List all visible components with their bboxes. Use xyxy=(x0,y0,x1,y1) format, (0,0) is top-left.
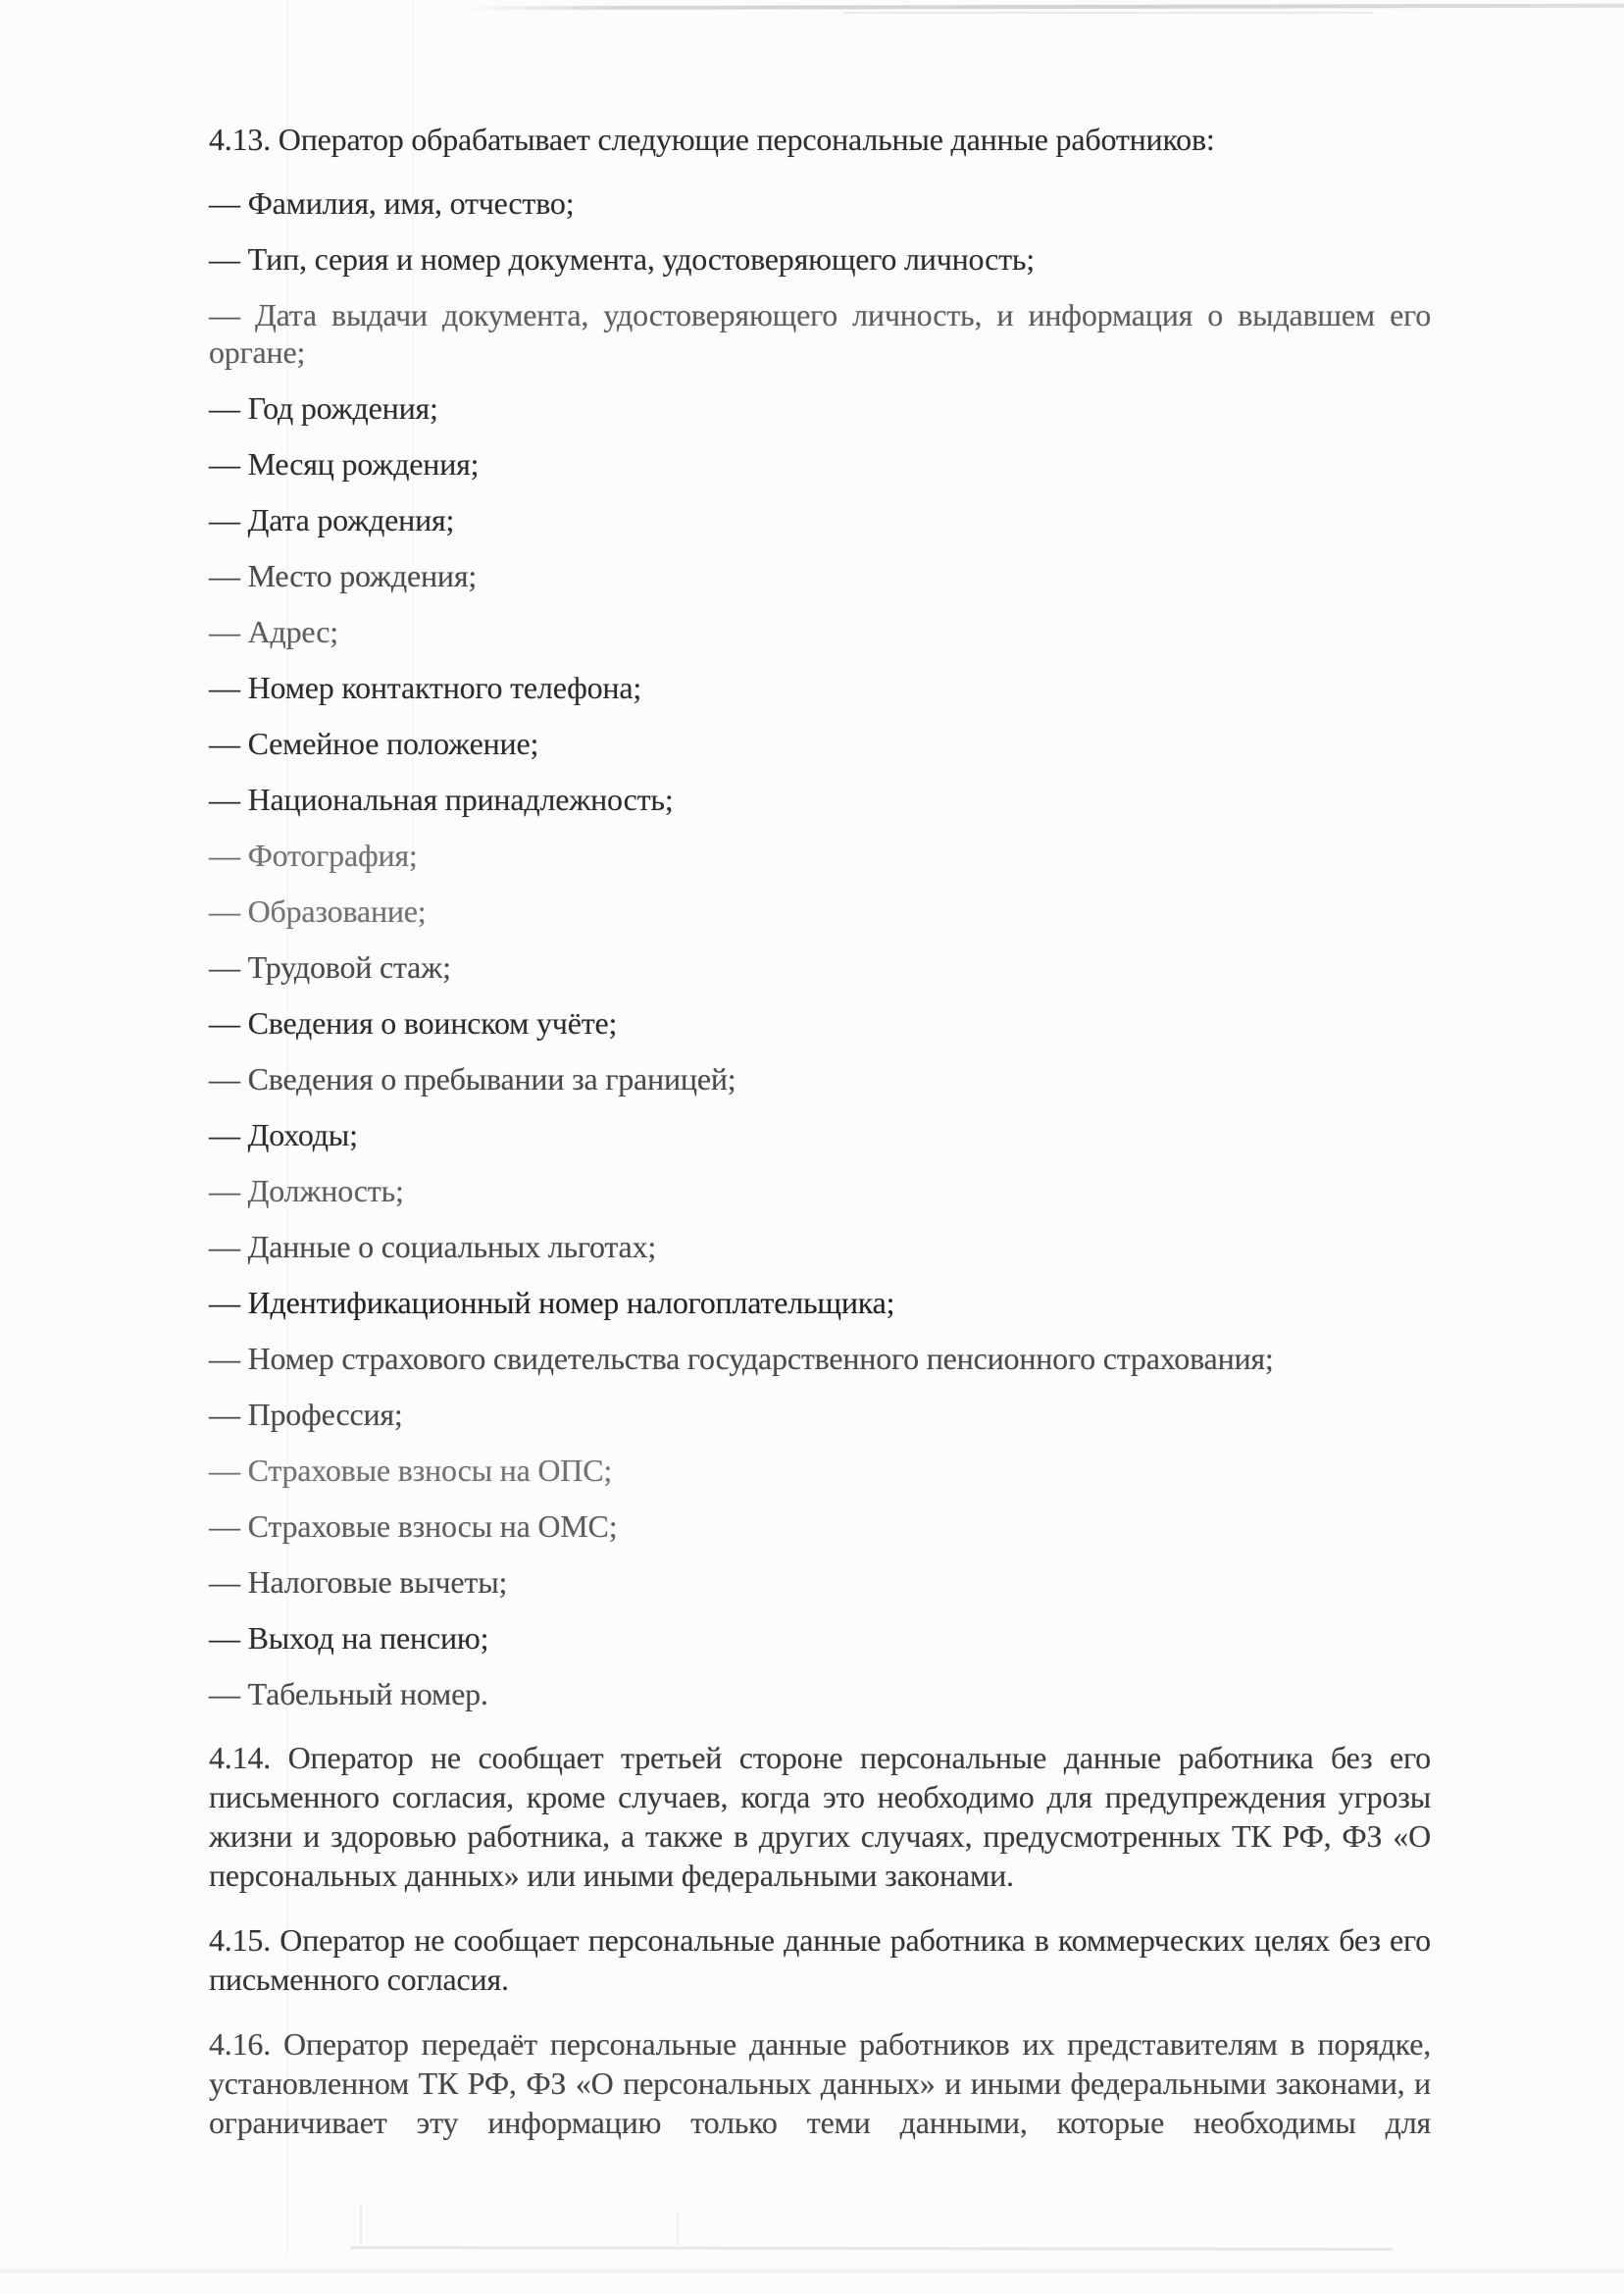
paragraph-line: письменного согласия, кроме случаев, когда это необходимо для предупреждения угрозы xyxy=(209,1779,1431,1814)
scan-artifact-top-edge-2 xyxy=(843,12,1373,14)
list-item-id-doc: — Тип, серия и номер документа, удостоверяющего личность; xyxy=(209,241,1035,277)
list-item-birth-date: — Дата рождения; xyxy=(209,502,455,537)
clause-4-14-paragraph xyxy=(209,1738,1431,1895)
list-item-id-doc-issue xyxy=(209,296,1431,371)
document-content xyxy=(209,120,1431,2142)
list-item-birth-month: — Месяц рождения; xyxy=(209,446,480,482)
list-item-personnel-number: — Табельный номер. xyxy=(209,1676,488,1711)
scan-artifact-bottom-tick-2 xyxy=(677,2212,679,2249)
list-item-inn: — Идентификационный номер налогоплательщика; xyxy=(209,1285,895,1320)
paragraph-line: персональных данных» или иными федеральными законами. xyxy=(209,1858,1014,1893)
list-item-work-experience: — Трудовой стаж; xyxy=(209,949,451,985)
personal-data-list xyxy=(209,184,1431,1712)
clause-4-16-paragraph xyxy=(209,2024,1431,2142)
list-item-oms-contributions: — Страховые взносы на ОМС; xyxy=(209,1508,618,1544)
list-item-nationality: — Национальная принадлежность; xyxy=(209,782,674,817)
paragraph-line: письменного согласия. xyxy=(209,1962,509,1997)
scan-artifact-bottom-line xyxy=(351,2246,1393,2251)
list-item-position: — Должность; xyxy=(209,1173,404,1208)
list-item-social-benefits: — Данные о социальных льготах; xyxy=(209,1229,657,1264)
paragraph-line: 4.15. Оператор не сообщает персональные данные работника в коммерческих целях без его xyxy=(209,1922,1431,1958)
scan-artifact-bottom-tick xyxy=(360,2205,362,2249)
list-item-profession: — Профессия; xyxy=(209,1397,403,1432)
scan-artifact-bottom-band xyxy=(0,2269,1624,2273)
list-item-pension-insurance-number: — Номер страхового свидетельства государственного пенсионного страхования; xyxy=(209,1341,1274,1376)
paragraph-line: ограничивает эту информацию только теми данными, которые необходимы для xyxy=(209,2105,1431,2140)
clause-4-15-paragraph xyxy=(209,1920,1431,1999)
list-item-tax-deductions: — Налоговые вычеты; xyxy=(209,1564,508,1600)
paragraph-line: 4.16. Оператор передаёт персональные данные работников их представителям в порядке, xyxy=(209,2026,1431,2062)
paragraph-line: жизни и здоровью работника, а также в других случаях, предусмотренных ТК РФ, ФЗ «О xyxy=(209,1818,1431,1854)
list-item-line-1: — Дата выдачи документа, удостоверяющего личность, и информация о выдавшем его xyxy=(209,297,1431,332)
list-item-surname: — Фамилия, имя, отчество; xyxy=(209,185,575,221)
list-item-birth-year: — Год рождения; xyxy=(209,390,438,426)
list-item-photo: — Фотография; xyxy=(209,838,418,873)
list-item-line-2: органе; xyxy=(209,334,306,370)
list-item-abroad-stay: — Сведения о пребывании за границей; xyxy=(209,1061,736,1096)
clause-4-13-heading: 4.13. Оператор обрабатывает следующие персональные данные работников: xyxy=(209,122,1215,157)
list-item-income: — Доходы; xyxy=(209,1117,358,1152)
list-item-phone: — Номер контактного телефона; xyxy=(209,670,642,705)
list-item-education: — Образование; xyxy=(209,893,427,929)
list-item-marital-status: — Семейное положение; xyxy=(209,726,539,761)
paragraph-line: 4.14. Оператор не сообщает третьей стороне персональные данные работника без его xyxy=(209,1740,1431,1775)
list-item-military-record: — Сведения о воинском учёте; xyxy=(209,1005,618,1041)
list-item-address: — Адрес; xyxy=(209,614,338,649)
scan-artifact-top-edge xyxy=(461,4,1624,10)
list-item-ops-contributions: — Страховые взносы на ОПС; xyxy=(209,1453,613,1488)
list-item-retirement: — Выход на пенсию; xyxy=(209,1620,489,1656)
list-item-birth-place: — Место рождения; xyxy=(209,558,478,593)
paragraph-line: установленном ТК РФ, ФЗ «О персональных данных» и иными федеральными законами, и xyxy=(209,2065,1431,2101)
